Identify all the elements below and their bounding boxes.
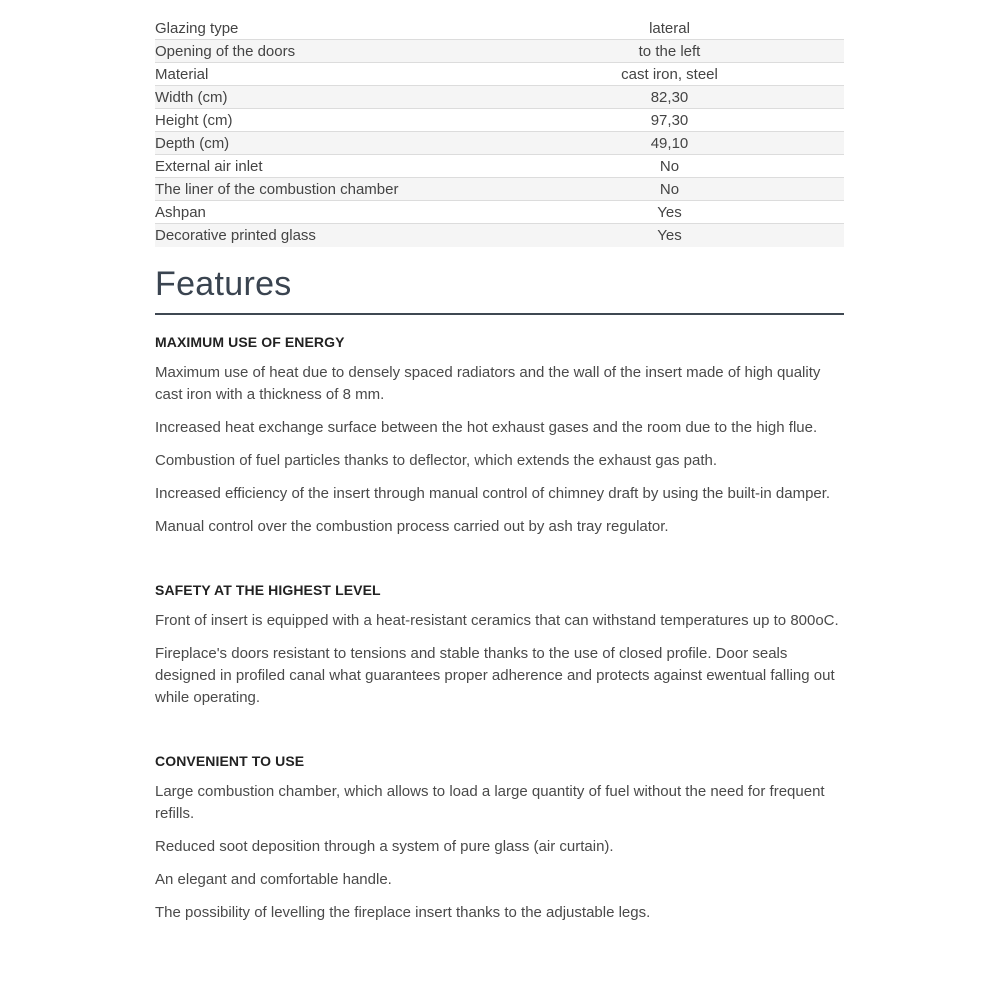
spec-label: Glazing type — [155, 19, 239, 37]
feature-paragraph: Reduced soot deposition through a system of pure glass (air curtain). — [155, 838, 614, 855]
product-page — [155, 0, 844, 935]
feature-paragraph: Increased heat exchange surface between the hot exhaust gases and the room due to the high flue. — [155, 419, 818, 436]
spec-label: External air inlet — [155, 157, 263, 175]
section-heading: MAXIMUM USE OF ENERGY — [155, 334, 345, 350]
spec-row — [155, 63, 844, 86]
feature-paragraph: Manual control over the combustion process carried out by ash tray regulator. — [155, 518, 669, 535]
spec-row — [155, 178, 844, 201]
spec-value: No — [659, 180, 680, 198]
spec-label: Depth (cm) — [155, 134, 230, 152]
feature-paragraph: Large combustion chamber, which allows to load a large quantity of fuel without the need for frequent refills. — [155, 783, 825, 822]
section-heading: SAFETY AT THE HIGHEST LEVEL — [155, 582, 381, 598]
spec-value: No — [659, 157, 680, 175]
spec-row — [155, 86, 844, 109]
feature-paragraph: Combustion of fuel particles thanks to deflector, which extends the exhaust gas path. — [155, 452, 717, 469]
features-title: Features — [155, 267, 844, 315]
spec-value: 82,30 — [650, 88, 689, 106]
spec-row — [155, 201, 844, 224]
spec-value: Yes — [657, 227, 682, 244]
feature-section-convenience — [155, 753, 844, 924]
spec-label: Height (cm) — [155, 111, 233, 129]
feature-paragraph: The possibility of levelling the fireplace insert thanks to the adjustable legs. — [155, 904, 651, 921]
feature-paragraph: Fireplace's doors resistant to tensions and stable thanks to the use of closed profile. Door seals designed in profiled canal what guarantees proper adherence and protects against ewentual falling out while operating. — [155, 645, 835, 706]
spec-label: Material — [155, 65, 209, 83]
spec-label: Opening of the doors — [155, 42, 296, 60]
spec-row — [155, 132, 844, 155]
spec-value: to the left — [638, 42, 701, 60]
spec-label: Width (cm) — [155, 88, 228, 106]
spec-row — [155, 40, 844, 63]
spec-value: 49,10 — [650, 134, 689, 152]
section-heading: CONVENIENT TO USE — [155, 753, 305, 769]
spec-row — [155, 224, 844, 247]
spec-value: 97,30 — [650, 111, 689, 129]
spec-row — [155, 17, 844, 40]
feature-paragraph: Front of insert is equipped with a heat-resistant ceramics that can withstand temperatures up to 800oC. — [155, 612, 839, 629]
feature-paragraph: Increased efficiency of the insert through manual control of chimney draft by using the built-in damper. — [155, 485, 831, 502]
spec-row — [155, 109, 844, 132]
feature-paragraph: Maximum use of heat due to densely spaced radiators and the wall of the insert made of high quality cast iron with a thickness of 8 mm. — [155, 364, 821, 403]
spec-row — [155, 155, 844, 178]
feature-section-safety — [155, 582, 844, 709]
spec-value: lateral — [649, 19, 690, 37]
spec-value: Yes — [657, 203, 682, 221]
feature-paragraph: An elegant and comfortable handle. — [155, 871, 392, 888]
spec-value: cast iron, steel — [621, 65, 718, 83]
spec-label: The liner of the combustion chamber — [155, 180, 399, 198]
specifications-table — [155, 17, 844, 247]
spec-label: Ashpan — [155, 203, 206, 221]
spec-label: Decorative printed glass — [155, 227, 316, 244]
feature-section-energy — [155, 334, 844, 538]
